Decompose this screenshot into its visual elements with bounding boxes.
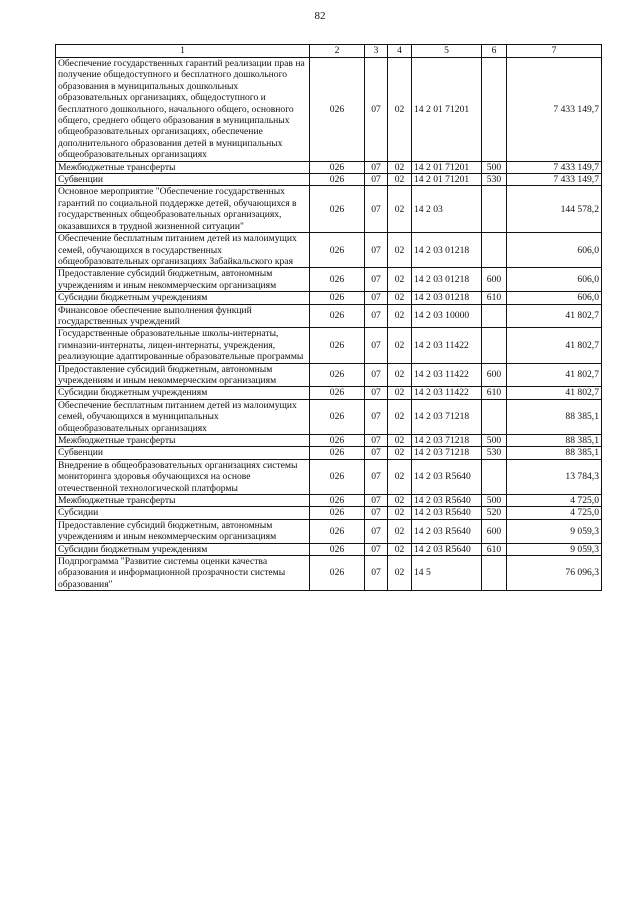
- row-pr-cell: 02: [388, 447, 412, 459]
- row-name-cell: Обеспечение бесплатным питанием детей из малоимущих семей, обучающихся в государственных общеобразовательных организациях Забайкальского края: [56, 233, 310, 268]
- row-sum-cell: 4 725,0: [507, 495, 602, 507]
- row-cs-cell: 14 2 03 R5640: [412, 459, 482, 494]
- row-ved-cell: 026: [310, 387, 365, 399]
- row-cs-cell: 14 2 03 71218: [412, 435, 482, 447]
- row-rz-cell: 07: [365, 543, 388, 555]
- table-row: [56, 58, 602, 162]
- row-pr-cell: 02: [388, 363, 412, 387]
- row-cs-cell: 14 2 03 11422: [412, 363, 482, 387]
- row-cs-cell: 14 2 03 R5640: [412, 543, 482, 555]
- row-name-cell: Межбюджетные трансферты: [56, 161, 310, 173]
- row-sum-cell: 13 784,3: [507, 459, 602, 494]
- row-vr-cell: 520: [482, 507, 507, 519]
- table-row: [56, 161, 602, 173]
- row-pr-cell: 02: [388, 519, 412, 543]
- row-name-cell: Основное мероприятие "Обеспечение государственных гарантий по социальной поддержке детей, обучающихся в государственных общеобразовательных организациях, оказавшихся в трудной жизненной ситуации": [56, 186, 310, 233]
- row-cs-cell: 14 2 03 01218: [412, 292, 482, 304]
- table-row: [56, 399, 602, 434]
- table-row: [56, 292, 602, 304]
- row-cs-cell: 14 2 01 71201: [412, 174, 482, 186]
- row-pr-cell: 02: [388, 435, 412, 447]
- row-rz-cell: 07: [365, 507, 388, 519]
- row-ved-cell: 026: [310, 161, 365, 173]
- budget-table: [55, 44, 602, 591]
- row-ved-cell: 026: [310, 459, 365, 494]
- row-cs-cell: 14 2 03 R5640: [412, 495, 482, 507]
- table-row: [56, 495, 602, 507]
- row-pr-cell: 02: [388, 174, 412, 186]
- row-vr-cell: 600: [482, 519, 507, 543]
- row-ved-cell: 026: [310, 399, 365, 434]
- column-header: 4: [388, 45, 412, 58]
- row-pr-cell: 02: [388, 556, 412, 591]
- row-sum-cell: 7 433 149,7: [507, 58, 602, 162]
- table-row: [56, 519, 602, 543]
- row-name-cell: Обеспечение государственных гарантий реализации прав на получение общедоступного и бесплатного дошкольного образования в муниципальных дошкольных образовательных организациях, общедоступного и бесплатного дошкольного, начального общего, основного общего, среднего общего образования в муниципальных общеобразовательных организациях, обеспечение дополнительного образования детей в муниципальных общеобразовательных организациях: [56, 58, 310, 162]
- row-pr-cell: 02: [388, 161, 412, 173]
- row-rz-cell: 07: [365, 174, 388, 186]
- table-row: [56, 447, 602, 459]
- row-pr-cell: 02: [388, 268, 412, 292]
- row-rz-cell: 07: [365, 186, 388, 233]
- table-row: [56, 304, 602, 328]
- row-vr-cell: 610: [482, 387, 507, 399]
- row-sum-cell: 41 802,7: [507, 328, 602, 363]
- row-pr-cell: 02: [388, 186, 412, 233]
- row-name-cell: Предоставление субсидий бюджетным, автономным учреждениям и иным некоммерческим организациям: [56, 363, 310, 387]
- row-ved-cell: 026: [310, 447, 365, 459]
- row-ved-cell: 026: [310, 292, 365, 304]
- row-sum-cell: 41 802,7: [507, 304, 602, 328]
- row-cs-cell: 14 2 03 10000: [412, 304, 482, 328]
- row-rz-cell: 07: [365, 399, 388, 434]
- row-pr-cell: 02: [388, 328, 412, 363]
- row-sum-cell: 144 578,2: [507, 186, 602, 233]
- row-sum-cell: 76 096,3: [507, 556, 602, 591]
- column-header: 3: [365, 45, 388, 58]
- row-vr-cell: 500: [482, 435, 507, 447]
- row-pr-cell: 02: [388, 507, 412, 519]
- row-name-cell: Внедрение в общеобразовательных организациях системы мониторинга здоровья обучающихся на основе отечественной технологической платформы: [56, 459, 310, 494]
- row-sum-cell: 9 059,3: [507, 519, 602, 543]
- row-rz-cell: 07: [365, 556, 388, 591]
- row-vr-cell: [482, 58, 507, 162]
- table-row: [56, 507, 602, 519]
- row-cs-cell: 14 2 01 71201: [412, 161, 482, 173]
- row-pr-cell: 02: [388, 387, 412, 399]
- table-row: [56, 556, 602, 591]
- row-ved-cell: 026: [310, 174, 365, 186]
- row-vr-cell: [482, 399, 507, 434]
- row-rz-cell: 07: [365, 233, 388, 268]
- row-vr-cell: 600: [482, 268, 507, 292]
- row-rz-cell: 07: [365, 328, 388, 363]
- page-number: 82: [314, 10, 326, 22]
- row-name-cell: Субвенции: [56, 174, 310, 186]
- row-rz-cell: 07: [365, 58, 388, 162]
- row-vr-cell: 530: [482, 447, 507, 459]
- row-rz-cell: 07: [365, 161, 388, 173]
- row-pr-cell: 02: [388, 495, 412, 507]
- row-cs-cell: 14 2 03 11422: [412, 387, 482, 399]
- row-pr-cell: 02: [388, 292, 412, 304]
- row-vr-cell: [482, 304, 507, 328]
- row-sum-cell: 606,0: [507, 292, 602, 304]
- row-vr-cell: 610: [482, 292, 507, 304]
- row-sum-cell: 88 385,1: [507, 399, 602, 434]
- row-sum-cell: 606,0: [507, 268, 602, 292]
- row-cs-cell: 14 2 03 11422: [412, 328, 482, 363]
- row-rz-cell: 07: [365, 268, 388, 292]
- row-vr-cell: 500: [482, 161, 507, 173]
- row-sum-cell: 7 433 149,7: [507, 161, 602, 173]
- row-ved-cell: 026: [310, 519, 365, 543]
- row-name-cell: Межбюджетные трансферты: [56, 495, 310, 507]
- row-vr-cell: [482, 328, 507, 363]
- row-name-cell: Субсидии бюджетным учреждениям: [56, 387, 310, 399]
- row-cs-cell: 14 2 03 71218: [412, 399, 482, 434]
- row-name-cell: Субсидии бюджетным учреждениям: [56, 292, 310, 304]
- row-rz-cell: 07: [365, 304, 388, 328]
- table-row: [56, 174, 602, 186]
- row-cs-cell: 14 5: [412, 556, 482, 591]
- table-body: [56, 58, 602, 591]
- row-rz-cell: 07: [365, 363, 388, 387]
- row-pr-cell: 02: [388, 233, 412, 268]
- table-row: [56, 186, 602, 233]
- row-vr-cell: 500: [482, 495, 507, 507]
- row-name-cell: Субвенции: [56, 447, 310, 459]
- row-sum-cell: 41 802,7: [507, 363, 602, 387]
- table-row: [56, 459, 602, 494]
- row-rz-cell: 07: [365, 387, 388, 399]
- row-pr-cell: 02: [388, 543, 412, 555]
- row-ved-cell: 026: [310, 328, 365, 363]
- row-rz-cell: 07: [365, 519, 388, 543]
- row-pr-cell: 02: [388, 399, 412, 434]
- row-sum-cell: 41 802,7: [507, 387, 602, 399]
- row-cs-cell: 14 2 03 71218: [412, 447, 482, 459]
- row-ved-cell: 026: [310, 233, 365, 268]
- row-ved-cell: 026: [310, 186, 365, 233]
- row-vr-cell: 530: [482, 174, 507, 186]
- row-sum-cell: 7 433 149,7: [507, 174, 602, 186]
- row-cs-cell: 14 2 03 R5640: [412, 507, 482, 519]
- row-cs-cell: 14 2 03 R5640: [412, 519, 482, 543]
- column-header: 6: [482, 45, 507, 58]
- row-vr-cell: 600: [482, 363, 507, 387]
- row-ved-cell: 026: [310, 58, 365, 162]
- header-row: [56, 45, 602, 58]
- row-cs-cell: 14 2 01 71201: [412, 58, 482, 162]
- row-sum-cell: 88 385,1: [507, 435, 602, 447]
- table-row: [56, 233, 602, 268]
- row-ved-cell: 026: [310, 268, 365, 292]
- row-rz-cell: 07: [365, 292, 388, 304]
- row-pr-cell: 02: [388, 459, 412, 494]
- row-rz-cell: 07: [365, 435, 388, 447]
- row-rz-cell: 07: [365, 459, 388, 494]
- row-cs-cell: 14 2 03 01218: [412, 268, 482, 292]
- column-header: 1: [56, 45, 310, 58]
- row-name-cell: Обеспечение бесплатным питанием детей из малоимущих семей, обучающихся в муниципальных общеобразовательных организациях: [56, 399, 310, 434]
- row-ved-cell: 026: [310, 543, 365, 555]
- row-name-cell: Предоставление субсидий бюджетным, автономным учреждениям и иным некоммерческим организациям: [56, 519, 310, 543]
- row-vr-cell: 610: [482, 543, 507, 555]
- row-cs-cell: 14 2 03 01218: [412, 233, 482, 268]
- row-sum-cell: 88 385,1: [507, 447, 602, 459]
- table-row: [56, 363, 602, 387]
- row-name-cell: Предоставление субсидий бюджетным, автономным учреждениям и иным некоммерческим организациям: [56, 268, 310, 292]
- row-vr-cell: [482, 233, 507, 268]
- row-sum-cell: 4 725,0: [507, 507, 602, 519]
- row-ved-cell: 026: [310, 435, 365, 447]
- row-vr-cell: [482, 459, 507, 494]
- row-ved-cell: 026: [310, 495, 365, 507]
- row-ved-cell: 026: [310, 304, 365, 328]
- row-name-cell: Подпрограмма "Развитие системы оценки качества образования и информационной прозрачности системы образования": [56, 556, 310, 591]
- row-rz-cell: 07: [365, 495, 388, 507]
- row-sum-cell: 606,0: [507, 233, 602, 268]
- row-name-cell: Субсидии: [56, 507, 310, 519]
- row-vr-cell: [482, 186, 507, 233]
- table-row: [56, 435, 602, 447]
- column-header: 7: [507, 45, 602, 58]
- row-vr-cell: [482, 556, 507, 591]
- row-ved-cell: 026: [310, 507, 365, 519]
- column-header: 2: [310, 45, 365, 58]
- row-name-cell: Межбюджетные трансферты: [56, 435, 310, 447]
- row-name-cell: Государственные образовательные школы-интернаты, гимназии-интернаты, лицеи-интернаты, учреждения, реализующие адаптированные образовательные программы: [56, 328, 310, 363]
- row-ved-cell: 026: [310, 363, 365, 387]
- row-name-cell: Субсидии бюджетным учреждениям: [56, 543, 310, 555]
- table-row: [56, 387, 602, 399]
- table-row: [56, 328, 602, 363]
- row-rz-cell: 07: [365, 447, 388, 459]
- table-row: [56, 268, 602, 292]
- row-pr-cell: 02: [388, 304, 412, 328]
- table-row: [56, 543, 602, 555]
- column-header: 5: [412, 45, 482, 58]
- row-sum-cell: 9 059,3: [507, 543, 602, 555]
- row-cs-cell: 14 2 03: [412, 186, 482, 233]
- row-pr-cell: 02: [388, 58, 412, 162]
- row-name-cell: Финансовое обеспечение выполнения функций государственных учреждений: [56, 304, 310, 328]
- row-ved-cell: 026: [310, 556, 365, 591]
